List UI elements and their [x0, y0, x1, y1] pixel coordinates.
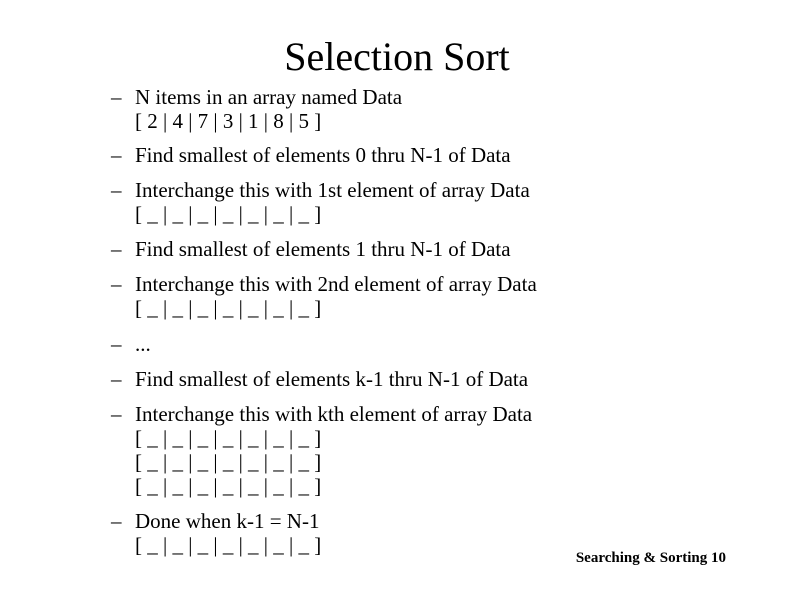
bullet-marker: – [111, 509, 122, 533]
bullet-text: Interchange this with 2nd element of array Data [135, 272, 537, 296]
bullet-marker: – [111, 332, 122, 356]
array-diagram: [ _ | _ | _ | _ | _ | _ | _ ] [135, 426, 322, 450]
array-diagram: [ _ | _ | _ | _ | _ | _ | _ ] [135, 450, 322, 474]
bullet-marker: – [111, 178, 122, 202]
bullet-marker: – [111, 402, 122, 426]
bullet-text: Interchange this with 1st element of array Data [135, 178, 530, 202]
bullet-text: Interchange this with kth element of array Data [135, 402, 533, 426]
bullet-marker: – [111, 272, 122, 296]
array-diagram: [ _ | _ | _ | _ | _ | _ | _ ] [135, 533, 322, 557]
bullet-text: Find smallest of elements k-1 thru N-1 of Data [135, 367, 529, 391]
array-diagram: [ _ | _ | _ | _ | _ | _ | _ ] [135, 474, 322, 498]
bullet-text: Find smallest of elements 0 thru N-1 of Data [135, 143, 511, 167]
bullet-text: N items in an array named Data [135, 85, 403, 109]
bullet-marker: – [111, 237, 122, 261]
bullet-marker: – [111, 143, 122, 167]
bullet-text: ... [135, 332, 151, 356]
bullet-text: Find smallest of elements 1 thru N-1 of Data [135, 237, 511, 261]
bullet-marker: – [111, 367, 122, 391]
array-diagram: [ 2 | 4 | 7 | 3 | 1 | 8 | 5 ] [135, 109, 322, 133]
bullet-text: Done when k-1 = N-1 [135, 509, 320, 533]
array-diagram: [ _ | _ | _ | _ | _ | _ | _ ] [135, 202, 322, 226]
slide-footer: Searching & Sorting 10 [575, 550, 726, 566]
array-diagram: [ _ | _ | _ | _ | _ | _ | _ ] [135, 296, 322, 320]
bullet-marker: – [111, 85, 122, 109]
slide-title: Selection Sort [284, 34, 510, 79]
